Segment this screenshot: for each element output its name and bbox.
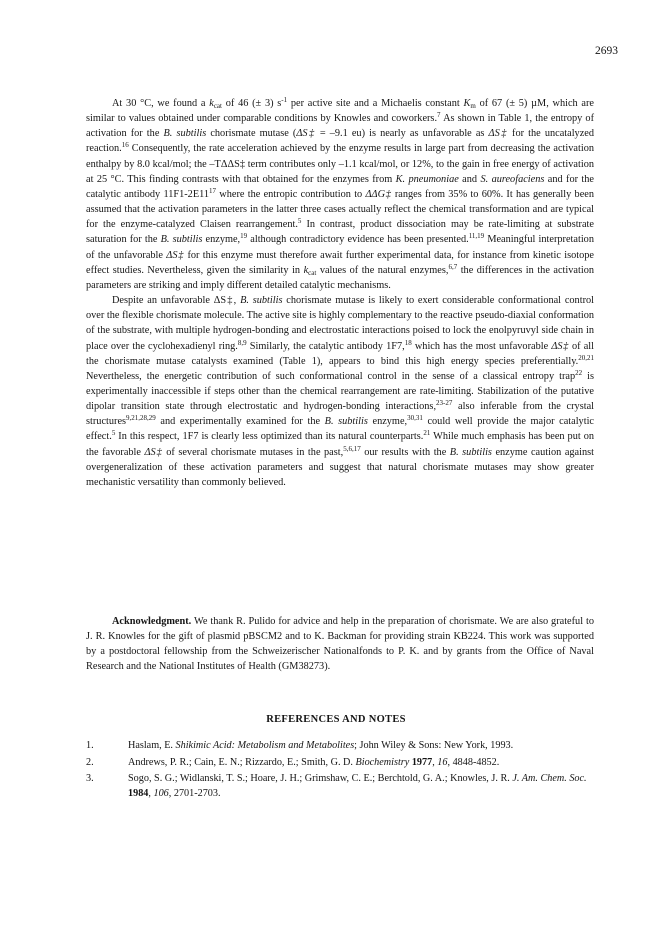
- italic-text: 106: [153, 787, 169, 799]
- italic-text: 16: [437, 756, 448, 768]
- acknowledgment: [86, 614, 594, 675]
- reference-number: 3.: [86, 773, 94, 785]
- italic-text: J. Am. Chem. Soc.: [512, 773, 587, 785]
- superscript: 8,9: [237, 338, 247, 347]
- italic-text: Biochemistry: [355, 756, 410, 768]
- superscript: 30,31: [407, 414, 423, 423]
- italic-text: B. subtilis: [324, 416, 368, 428]
- superscript: -1: [281, 96, 288, 104]
- reference-number: 1.: [86, 740, 94, 751]
- superscript: 7: [437, 111, 441, 120]
- superscript: 6,7: [448, 262, 458, 271]
- references-heading: REFERENCES AND NOTES: [266, 714, 406, 725]
- reference-item: [86, 756, 596, 771]
- italic-text: ΔS‡: [296, 128, 316, 140]
- superscript: 21: [423, 429, 431, 438]
- italic-text: B. subtilis: [449, 446, 492, 458]
- italic-text: K. pneumoniae: [395, 173, 459, 185]
- italic-text: B. subtilis: [163, 128, 207, 140]
- acknowledgment-text: We thank R. Pulido for advice and help in the preparation of chorismate. We are also grateful to J. R. Knowles for the gift of plasmid pBSCM2 and to K. Backman for providing strain KB224. This work was supported by a postdoctoral fellowship from the Schweizerischer Nationalfonds to P. K. and by grants from the Office of Naval Research and the National Institutes of Health (GM38273).: [86, 616, 594, 673]
- superscript: 5: [297, 217, 302, 226]
- italic-text: k: [209, 98, 214, 109]
- superscript: 20,21: [578, 353, 594, 362]
- italic-text: ΔS‡: [488, 128, 508, 140]
- superscript: 18: [404, 338, 412, 347]
- reference-item: [86, 772, 596, 801]
- subscript: cat: [213, 102, 222, 110]
- reference-text: Andrews, P. R.; Cain, E. N.; Rizzardo, E.; Smith, G. D. Biochemistry 1977, 16, 4848-4852.: [128, 756, 500, 768]
- italic-text: ΔS‡: [551, 340, 569, 352]
- superscript: 9,21,28,29: [126, 414, 156, 423]
- superscript: 19: [240, 232, 248, 241]
- italic-text: B. subtilis: [160, 234, 203, 246]
- subscript: m: [470, 102, 476, 110]
- superscript: 22: [575, 368, 583, 377]
- italic-text: K: [463, 98, 471, 109]
- page-number: 2693: [595, 45, 618, 57]
- body-text: [86, 96, 594, 490]
- superscript: 16: [121, 141, 129, 150]
- italic-text: Shikimic Acid: Metabolism and Metabolites: [175, 740, 355, 751]
- italic-text: ΔS‡: [166, 249, 185, 261]
- bold-text: 1977: [411, 756, 433, 768]
- superscript: 17: [209, 186, 217, 195]
- superscript: 5: [111, 429, 116, 438]
- body-paragraph-1: At 30 °C, we found a $k_{cat}$ of 46 (± 3) $s^{-1}$ per active site and a Michaelis constant $K_m$ of 67 (± 5) µM, which are similar to values obtained under comparable conditions by Knowles and coworkers.$^7$ As shown in Table 1, the entropy of activation for the B. subtilis chorismate mutase (ΔS‡ = –9.1 eu) is nearly as unfavorable as ΔS‡ for the uncatalyzed reaction.$^{16}$ Consequently, the rate acceleration achieved by the enzyme results in large part from decreasing the activation enthalpy by 8.0 kcal/mol; the –TΔΔS‡ term contributes only –1.1 kcal/mol, or 12%, to the gain in free energy of activation at 25 °C. This finding contrasts with that obtained for the enzymes from K. pneumoniae and S. aureofaciens and for the catalytic antibody $11F1-2E11^{17}$ where the entropic contribution to ΔΔG‡ ranges from 35% to 60%. It has generally been assumed that the activation parameters in the latter three cases actually reflect the chemical transformation and are typical for the enzyme-catalyzed Claisen rearrangement.$^5$ In contrast, product dissociation may be rate-limiting at substrate saturation for the B. subtilis enzyme,$^{19}$ although contradictory evidence has been presented.$^{11,19}$ Meaningful interpretation of the unfavorable ΔS‡ for this enzyme must therefore await further experimental data, for instance from kinetic isotope effect studies. Nevertheless, given the similarity in $k_{cat}$ values of the natural enzymes,$^{6,7}$ the differences in the activation parameters are striking and imply different detailed catalytic mechanisms.: [86, 96, 595, 291]
- reference-text: Sogo, S. G.; Widlanski, T. S.; Hoare, J. H.; Grimshaw, C. E.; Berchtold, G. A.; Knowles, J. R. J. Am. Chem. Soc. 1984, 106, 2701-2703.: [128, 773, 587, 799]
- superscript: 11,19: [468, 232, 485, 241]
- subscript: cat: [308, 268, 317, 277]
- reference-text: Haslam, E. Shikimic Acid: Metabolism and Metabolites; John Wiley & Sons: New York, 1993.: [128, 740, 514, 751]
- italic-text: ΔS‡: [144, 446, 163, 458]
- bold-text: 1984: [128, 787, 149, 799]
- italic-text: S. aureofaciens: [480, 173, 545, 185]
- italic-text: ΔΔG‡: [365, 188, 392, 200]
- references-list: [86, 739, 596, 803]
- reference-number: 2.: [86, 756, 94, 768]
- superscript: 23-27: [436, 399, 453, 408]
- superscript: 5,6,17: [343, 444, 361, 453]
- body-paragraph-2: Despite an unfavorable ΔS‡, B. subtilis chorismate mutase is likely to exert considerable conformational control over the flexible chorismate molecule. The active site is highly complementary to the reactive pseudo-diaxial conformation of the substrate, with multiple hydrogen-bonding and electrostatic interactions poised to lock the enolpyruvyl side chain in place over the cyclohexadienyl ring.$^{8,9}$ Similarly, the catalytic antibody 1F7,18 which has the most unfavorable ΔS‡ of all the chorismate mutase catalysts examined (Table 1), appears to bind this high energy species preferentially.$^{20,21}$ Nevertheless, the energetic contribution of such conformational control in the sense of a classical entropy trap$^{22}$ is experimentally inaccessible if steps other than the chemical rearrangement are rate-limiting. Stabilization of the putative dipolar transition state through electrostatic and hydrogen-bonding interactions,$^{23-27}$ also inferable from the crystal structures$^{9,21,28,29}$ and experimentally examined for the B. subtilis enzyme,$^{30,31}$ could well provide the major catalytic effect.$^5$ In this respect, 1F7 is clearly less optimized than its natural counterparts.$^{21}$ While much emphasis has been put on the favorable ΔS‡ of several chorismate mutases in the past,$^{5,6,17}$ our results with the B. subtilis enzyme caution against overgeneralization of these activation parameters and suggest that natural chorismate mutases may show greater mechanistic versatility than commonly believed.: [86, 295, 595, 488]
- acknowledgment-heading: Acknowledgment.: [112, 616, 192, 627]
- italic-text: B. subtilis: [240, 295, 283, 307]
- italic-text: k: [303, 264, 309, 276]
- reference-item: [86, 739, 596, 754]
